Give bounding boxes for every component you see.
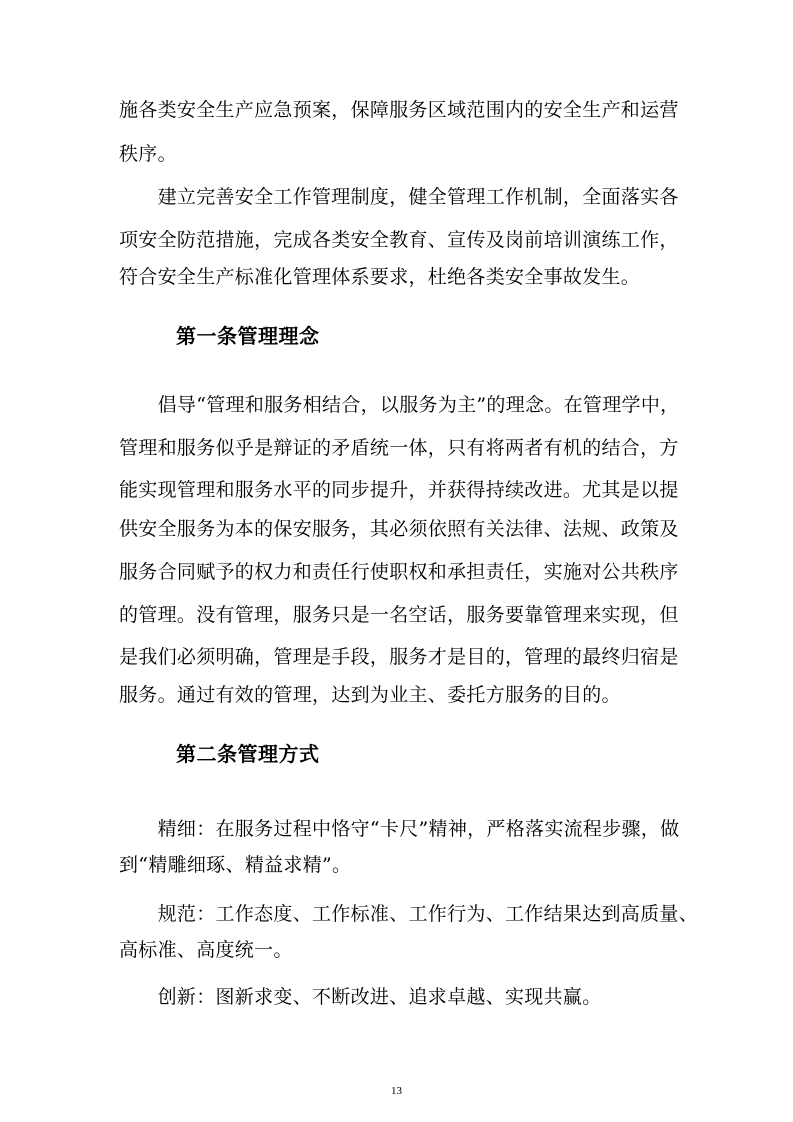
paragraph-line: 到“精雕细琢、精益求精”。 [119,854,352,876]
paragraph-line: 服务合同赋予的权力和责任行使职权和承担责任，实施对公共秩序 [119,561,679,583]
paragraph-line: 是我们必须明确，管理是手段，服务才是目的，管理的最终归宿是 [119,646,679,668]
paragraph-line: 服务。通过有效的管理，达到为业主、委托方服务的目的。 [119,684,621,706]
paragraph-line: 规范：工作态度、工作标准、工作行为、工作结果达到高质量、 [119,903,699,925]
paragraph-line: 供安全服务为本的保安服务，其必须依照有关法律、法规、政策及 [119,518,679,540]
paragraph-line: 项安全防范措施，完成各类安全教育、宣传及岗前培训演练工作， [119,229,679,251]
paragraph-line: 精细：在服务过程中恪守“卡尺”精神，严格落实流程步骤，做 [119,818,680,840]
paragraph-line: 倡导“管理和服务相结合，以服务为主”的理念。在管理学中， [119,394,680,416]
paragraph-line: 的管理。没有管理，服务只是一名空话，服务要靠管理来实现，但 [119,604,679,626]
paragraph-line: 能实现管理和服务水平的同步提升，并获得持续改进。尤其是以提 [119,479,679,501]
paragraph-line: 建立完善安全工作管理制度，健全管理工作机制，全面落实各 [119,186,679,208]
page-number: 13 [391,1085,402,1097]
paragraph-line: 高标准、高度统一。 [119,939,293,961]
paragraph-line: 符合安全生产标准化管理体系要求，杜绝各类安全事故发生。 [119,266,641,288]
paragraph-line: 创新：图新求变、不断改进、追求卓越、实现共赢。 [119,986,602,1008]
section-heading-management-methods: 第二条管理方式 [176,742,320,766]
paragraph-line: 施各类安全生产应急预案，保障服务区域范围内的安全生产和运营 [119,99,679,121]
paragraph-line: 秩序。 [119,143,177,165]
section-heading-management-philosophy: 第一条管理理念 [176,324,320,348]
paragraph-line: 管理和服务似乎是辩证的矛盾统一体，只有将两者有机的结合，方 [119,437,679,459]
